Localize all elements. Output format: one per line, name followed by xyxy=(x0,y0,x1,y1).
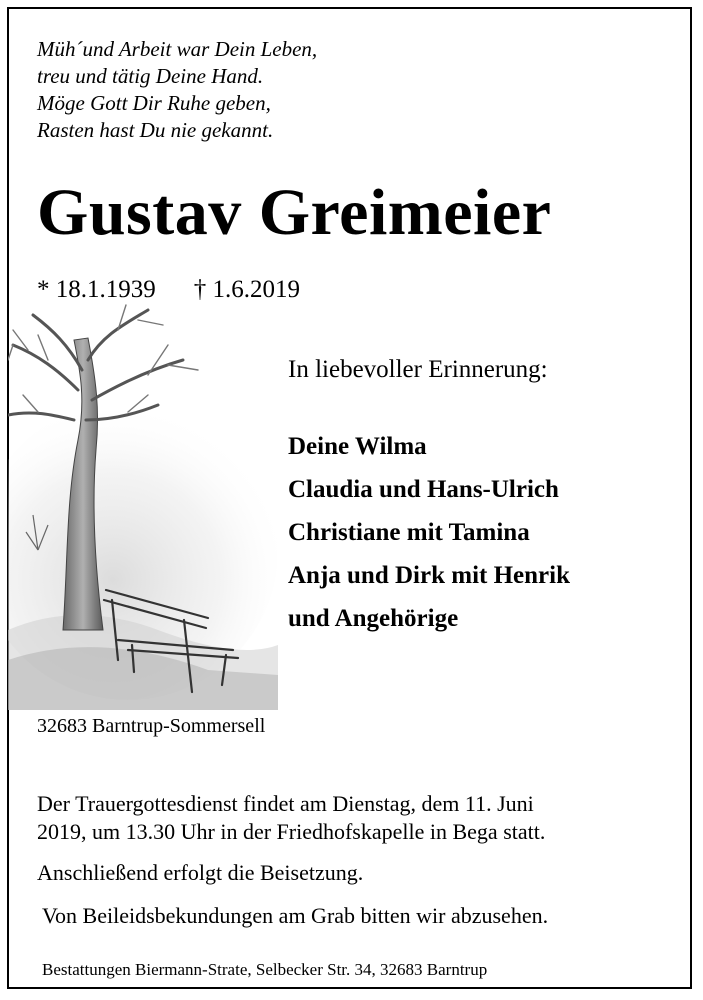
condolence-request: Von Beileidsbekundungen am Grab bitten wir abzusehen. xyxy=(42,903,549,928)
service-line: Der Trauergottesdienst findet am Dienstag, dem 11. Juni xyxy=(37,791,534,816)
deceased-name: Gustav Greimeier xyxy=(37,176,552,249)
place-of-residence: 32683 Barntrup-Sommersell xyxy=(37,715,266,737)
mourner-entry: Anja und Dirk mit Henrik xyxy=(288,562,570,589)
verse-line: Möge Gott Dir Ruhe geben, xyxy=(37,91,271,115)
mourner-entry: Deine Wilma xyxy=(288,433,427,460)
birth-date: * 18.1.1939 xyxy=(37,276,156,303)
mourner-entry: Christiane mit Tamina xyxy=(288,519,530,546)
funeral-service-info xyxy=(37,790,545,846)
death-date: † 1.6.2019 xyxy=(193,276,300,303)
undertaker-info: Bestattungen Biermann-Strate, Selbecker Str. 34, 32683 Barntrup xyxy=(42,960,488,979)
memory-heading: In liebevoller Erinnerung: xyxy=(288,356,548,383)
mourner-entry: Claudia und Hans-Ulrich xyxy=(288,476,559,503)
burial-info: Anschließend erfolgt die Beisetzung. xyxy=(37,860,364,885)
verse-line: treu und tätig Deine Hand. xyxy=(37,64,264,88)
verse-line: Rasten hast Du nie gekannt. xyxy=(37,118,274,142)
verse-line: Müh´und Arbeit war Dein Leben, xyxy=(37,37,318,61)
mourner-entry: und Angehörige xyxy=(288,605,459,632)
service-line: 2019, um 13.30 Uhr in der Friedhofskapelle in Bega statt. xyxy=(37,819,546,844)
mourners-list xyxy=(288,425,570,640)
tree-and-bench-illustration xyxy=(8,300,278,710)
memorial-verse xyxy=(37,36,317,144)
